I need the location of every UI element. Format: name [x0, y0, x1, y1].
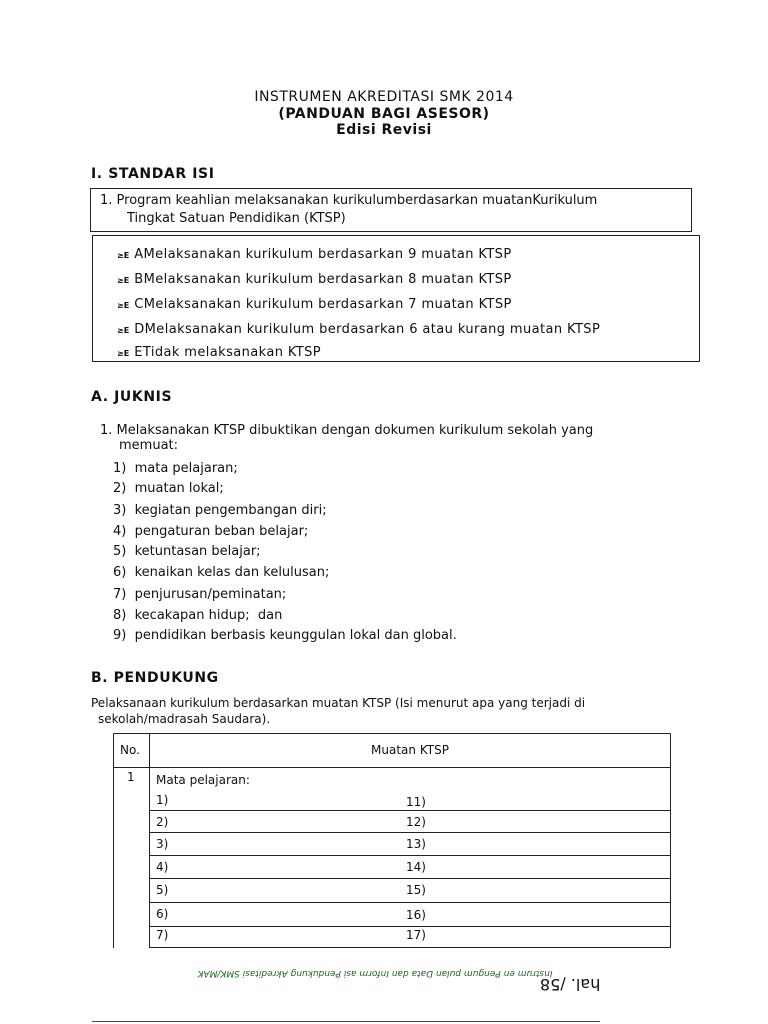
subject-slot-right[interactable]: 11) [406, 795, 426, 809]
pendukung-intro-line-1: Pelaksanaan kurikulum berdasarkan muatan KTSP (Isi menurut apa yang terjadi di [91, 696, 586, 710]
pendukung-intro-line-2: sekolah/madrasah Saudara). [98, 712, 271, 726]
subject-slot-left[interactable]: 2) [156, 815, 169, 829]
option-label: ETidak melaksanakan KTSP [134, 345, 322, 360]
option-e[interactable] [117, 341, 321, 360]
subject-slot-right[interactable]: 12) [406, 815, 426, 829]
juknis-heading: A. JUKNIS [91, 389, 173, 405]
question-line-2: Tingkat Satuan Pendidikan (KTSP) [127, 211, 346, 226]
option-label: AMelaksanakan kurikulum berdasarkan 9 muatan KTSP [134, 247, 512, 262]
checkbox-icon: ≥E [117, 326, 130, 335]
subject-slot-right[interactable]: 13) [406, 837, 426, 851]
pendukung-heading: B. PENDUKUNG [91, 670, 219, 686]
checkbox-icon: ≥E [117, 349, 130, 358]
doc-title: INSTRUMEN AKREDITASI SMK 2014 [254, 89, 514, 105]
option-d[interactable] [117, 318, 600, 337]
option-label: DMelaksanakan kurikulum berdasarkan 6 atau kurang muatan KTSP [134, 322, 601, 337]
footer-divider [92, 1021, 600, 1022]
juknis-item-6: 6) kenaikan kelas dan kelulusan; [113, 565, 330, 580]
juknis-item-2: 2) muatan lokal; [113, 481, 224, 496]
subject-slot-right[interactable]: 17) [406, 928, 426, 942]
option-c[interactable] [117, 293, 512, 312]
checkbox-icon: ≥E [117, 251, 130, 260]
subject-slot-right[interactable]: 14) [406, 860, 426, 874]
doc-edition: Edisi Revisi [336, 122, 432, 138]
row-label: Mata pelajaran: [156, 773, 250, 787]
footer-page-number: hal. /58 [540, 975, 601, 994]
juknis-item-3: 3) kegiatan pengembangan diri; [113, 503, 327, 518]
option-label: CMelaksanakan kurikulum berdasarkan 7 muatan KTSP [134, 297, 512, 312]
juknis-item-8: 8) kecakapan hidup; dan [113, 608, 283, 623]
juknis-item-1: 1) mata pelajaran; [113, 461, 238, 476]
option-b[interactable] [117, 268, 512, 287]
option-label: BMelaksanakan kurikulum berdasarkan 8 muatan KTSP [134, 272, 512, 287]
question-box [90, 188, 692, 232]
options-box [92, 235, 700, 362]
standar-heading: I. STANDAR ISI [91, 166, 215, 182]
subject-slot-left[interactable]: 4) [156, 860, 169, 874]
juknis-intro-line-1: 1. Melaksanakan KTSP dibuktikan dengan dokumen kurikulum sekolah yang [100, 423, 594, 438]
juknis-item-5: 5) ketuntasan belajar; [113, 544, 261, 559]
table-grid-lines [113, 733, 671, 948]
option-a[interactable] [117, 243, 512, 262]
subject-slot-left[interactable]: 5) [156, 883, 169, 897]
juknis-intro-line-2: memuat: [119, 438, 179, 453]
juknis-item-9: 9) pendidikan berbasis keunggulan lokal dan global. [113, 628, 457, 643]
subject-slot-left[interactable]: 3) [156, 837, 169, 851]
juknis-item-4: 4) pengaturan beban belajar; [113, 524, 309, 539]
doc-subtitle: (PANDUAN BAGI ASESOR) [278, 106, 490, 122]
checkbox-icon: ≥E [117, 276, 130, 285]
subject-slot-left[interactable]: 1) [156, 793, 169, 807]
checkbox-icon: ≥E [117, 301, 130, 310]
footer-caption: Instrum en Pengum pulan Data dan Inform asi Pendukung Akreditasi SMK/MAK [197, 968, 553, 978]
subject-slot-right[interactable]: 15) [406, 883, 426, 897]
col-header-no: No. [120, 743, 140, 757]
subject-slot-right[interactable]: 16) [406, 908, 426, 922]
subject-slot-left[interactable]: 6) [156, 907, 169, 921]
juknis-item-7: 7) penjurusan/peminatan; [113, 587, 287, 602]
col-header-muatan: Muatan KTSP [371, 743, 449, 757]
row-number: 1 [127, 770, 135, 784]
question-line-1: 1. Program keahlian melaksanakan kurikulumberdasarkan muatanKurikulum [100, 193, 598, 208]
muatan-table [113, 733, 671, 948]
subject-slot-left[interactable]: 7) [156, 928, 169, 942]
